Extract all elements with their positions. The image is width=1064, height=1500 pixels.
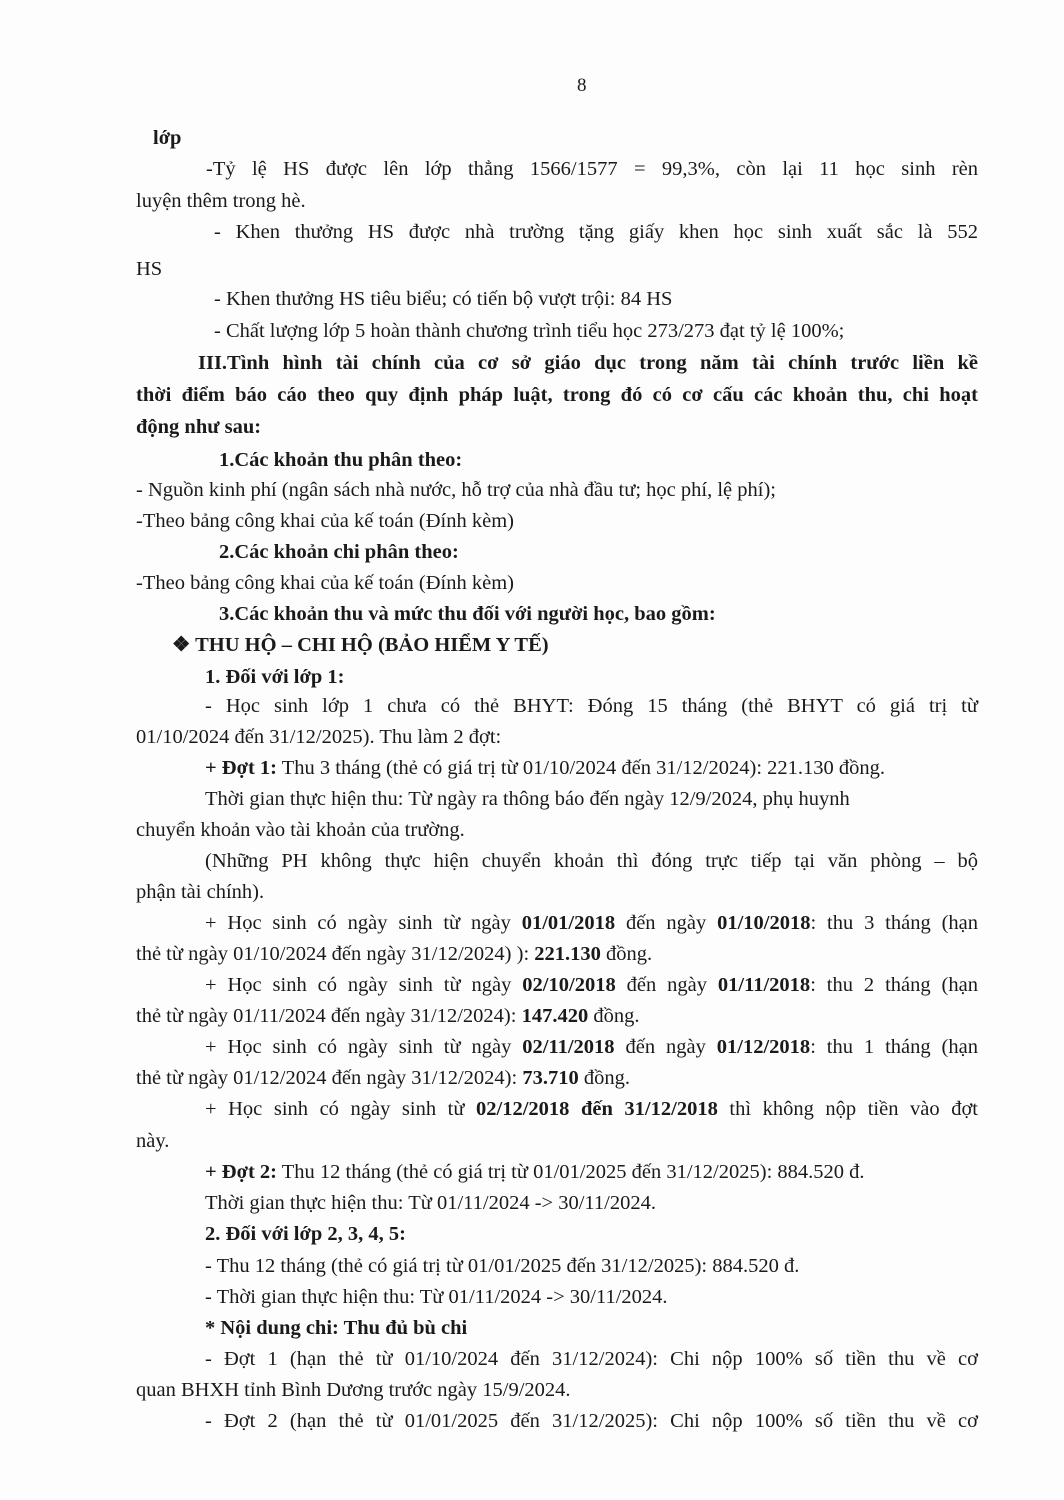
text-run: - Nguồn kinh phí (ngân sách nhà nước, hỗ trợ của nhà đầu tư; học phí, lệ phí); xyxy=(136,479,776,501)
text-run: (Những PH không thực hiện chuyển khoản thì đóng trực tiếp tại văn phòng – bộ xyxy=(205,850,978,872)
text-run: đến ngày xyxy=(615,912,718,934)
bold-text: 1. Đối với lớp 1: xyxy=(205,666,345,688)
text-run: - Thu 12 tháng (thẻ có giá trị từ 01/01/2025 đến 31/12/2025): 884.520 đ. xyxy=(205,1255,800,1277)
text-line xyxy=(205,665,344,689)
text-line xyxy=(219,602,716,626)
text-line xyxy=(205,1035,978,1059)
text-run: thẻ từ ngày 01/11/2024 đến ngày 31/12/2024): xyxy=(136,1005,522,1027)
text-run: - Đợt 2 (hạn thẻ từ 01/01/2025 đến 31/12/2025): Chi nộp 100% số tiền thu về cơ xyxy=(205,1410,978,1432)
text-run: đến ngày xyxy=(614,1036,717,1058)
text-line xyxy=(136,1129,169,1153)
bold-text: thời điểm báo cáo theo quy định pháp luật, trong đó có cơ cấu các khoản thu, chi hoạt xyxy=(136,384,978,406)
text-line xyxy=(136,415,261,439)
text-run: + Học sinh có ngày sinh từ ngày xyxy=(205,1036,523,1058)
bold-text: động như sau: xyxy=(136,416,262,438)
text-line xyxy=(205,849,978,873)
text-line xyxy=(205,1285,668,1309)
text-line xyxy=(205,1097,978,1121)
text-line xyxy=(205,1347,978,1371)
text-line xyxy=(219,540,459,564)
text-run: - Học sinh lớp 1 chưa có thẻ BHYT: Đóng 15 tháng (thẻ BHYT có giá trị từ xyxy=(205,695,978,717)
text-run: : thu 3 tháng (hạn xyxy=(810,912,978,934)
bold-text: 02/12/2018 đến 31/12/2018 xyxy=(476,1098,718,1120)
bold-text: 2.Các khoản chi phân theo: xyxy=(219,541,459,563)
text-line xyxy=(214,287,672,311)
bold-text: 1.Các khoản thu phân theo: xyxy=(219,449,463,471)
text-line xyxy=(205,694,978,718)
text-line xyxy=(205,1160,865,1184)
text-run: thẻ từ ngày 01/10/2024 đến ngày 31/12/2024) ): xyxy=(136,943,535,965)
text-run: Thu 3 tháng (thẻ có giá trị từ 01/10/2024 đến 31/12/2024): 221.130 đồng. xyxy=(277,757,886,779)
text-run: : thu 2 tháng (hạn xyxy=(810,974,978,996)
text-run: Thời gian thực hiện thu: Từ 01/11/2024 -> 30/11/2024. xyxy=(205,1192,656,1214)
text-run: - Chất lượng lớp 5 hoàn thành chương trình tiểu học 273/273 đạt tỷ lệ 100%; xyxy=(214,320,845,342)
text-run: phận tài chính). xyxy=(136,881,265,903)
bold-text: 3.Các khoản thu và mức thu đối với người học, bao gồm: xyxy=(219,603,716,625)
text-run: - Thời gian thực hiện thu: Từ 01/11/2024 -> 30/11/2024. xyxy=(205,1286,668,1308)
text-run: 01/10/2024 đến 31/12/2025). Thu làm 2 đợt: xyxy=(136,726,502,748)
text-run: + Học sinh có ngày sinh từ xyxy=(205,1098,477,1120)
bold-text: 73.710 xyxy=(522,1067,579,1089)
bold-text: 02/11/2018 xyxy=(522,1036,615,1058)
text-run: Thời gian thực hiện thu: Từ ngày ra thông báo đến ngày 12/9/2024, phụ huynh xyxy=(205,788,850,810)
text-line xyxy=(172,633,549,657)
text-run: + Học sinh có ngày sinh từ ngày xyxy=(205,912,522,934)
text-run: -Theo bảng công khai của kế toán (Đính kèm) xyxy=(136,510,514,532)
text-line xyxy=(214,220,978,244)
bold-text: + Đợt 1: xyxy=(205,757,277,779)
bold-text: 01/11/2018 xyxy=(717,974,811,996)
bold-text: 01/01/2018 xyxy=(521,912,616,934)
text-line xyxy=(136,509,514,533)
text-run: chuyển khoản vào tài khoản của trường. xyxy=(136,819,465,841)
text-line xyxy=(136,257,162,281)
text-line xyxy=(136,1004,639,1028)
text-run: luyện thêm trong hè. xyxy=(136,190,306,212)
text-line xyxy=(206,157,978,181)
text-line xyxy=(198,351,978,375)
bold-text: ❖ THU HỘ – CHI HỘ (BẢO HIỂM Y TẾ) xyxy=(172,634,549,656)
text-line xyxy=(136,725,501,749)
bold-text: 221.130 xyxy=(534,943,601,965)
text-line xyxy=(205,1409,978,1433)
text-line xyxy=(205,1191,656,1215)
text-run: đồng. xyxy=(588,1005,640,1027)
text-line xyxy=(205,1222,406,1246)
bold-text: 02/10/2018 xyxy=(522,974,616,996)
text-run: đồng. xyxy=(578,1067,630,1089)
text-run: -Theo bảng công khai của kế toán (Đính kèm) xyxy=(136,572,514,594)
text-line xyxy=(136,880,264,904)
text-run: + Học sinh có ngày sinh từ ngày xyxy=(205,974,523,996)
text-run: quan BHXH tỉnh Bình Dương trước ngày 15/9/2024. xyxy=(136,1379,571,1401)
bold-text: 01/10/2018 xyxy=(717,912,811,934)
text-line xyxy=(205,1316,467,1340)
text-line xyxy=(136,1378,571,1402)
text-line xyxy=(136,942,652,966)
text-run: thẻ từ ngày 01/12/2024 đến ngày 31/12/2024): xyxy=(136,1067,523,1089)
text-run: -Tỷ lệ HS được lên lớp thẳng 1566/1577 = 99,3%, còn lại 11 học sinh rèn xyxy=(206,158,978,180)
text-line xyxy=(136,189,306,213)
text-run: - Khen thưởng HS được nhà trường tặng giấy khen học sinh xuất sắc là 552 xyxy=(214,221,978,243)
text-run: này. xyxy=(136,1130,170,1152)
bold-text: III.Tình hình tài chính của cơ sở giáo dục trong năm tài chính trước liền kề xyxy=(198,352,978,374)
text-run: đồng. xyxy=(600,943,653,965)
text-run: thì không nộp tiền vào đợt xyxy=(717,1098,978,1120)
text-run: đến ngày xyxy=(615,974,718,996)
page-number: 8 xyxy=(577,75,587,96)
text-line xyxy=(205,756,885,780)
text-line xyxy=(219,448,462,472)
text-line xyxy=(205,787,850,811)
text-line xyxy=(136,478,776,502)
text-line xyxy=(205,973,978,997)
bold-text: lớp xyxy=(153,127,182,149)
text-run: - Đợt 1 (hạn thẻ từ 01/10/2024 đến 31/12/2024): Chi nộp 100% số tiền thu về cơ xyxy=(205,1348,978,1370)
text-run: HS xyxy=(136,258,163,280)
text-line xyxy=(136,818,465,842)
bold-text: + Đợt 2: xyxy=(205,1161,277,1183)
bold-text: 147.420 xyxy=(521,1005,589,1027)
bold-text: * Nội dung chi: Thu đủ bù chi xyxy=(205,1317,468,1339)
text-line xyxy=(214,319,844,343)
text-line xyxy=(136,383,978,407)
text-run: : thu 1 tháng (hạn xyxy=(810,1036,978,1058)
bold-text: 01/12/2018 xyxy=(716,1036,811,1058)
text-run: - Khen thưởng HS tiêu biểu; có tiến bộ vượt trội: 84 HS xyxy=(214,288,673,310)
text-run: Thu 12 tháng (thẻ có giá trị từ 01/01/2025 đến 31/12/2025): 884.520 đ. xyxy=(277,1161,865,1183)
text-line xyxy=(136,571,514,595)
bold-text: 2. Đối với lớp 2, 3, 4, 5: xyxy=(205,1223,406,1245)
text-line xyxy=(153,126,181,150)
text-line xyxy=(205,911,978,935)
text-line xyxy=(136,1066,630,1090)
text-line xyxy=(205,1254,799,1278)
